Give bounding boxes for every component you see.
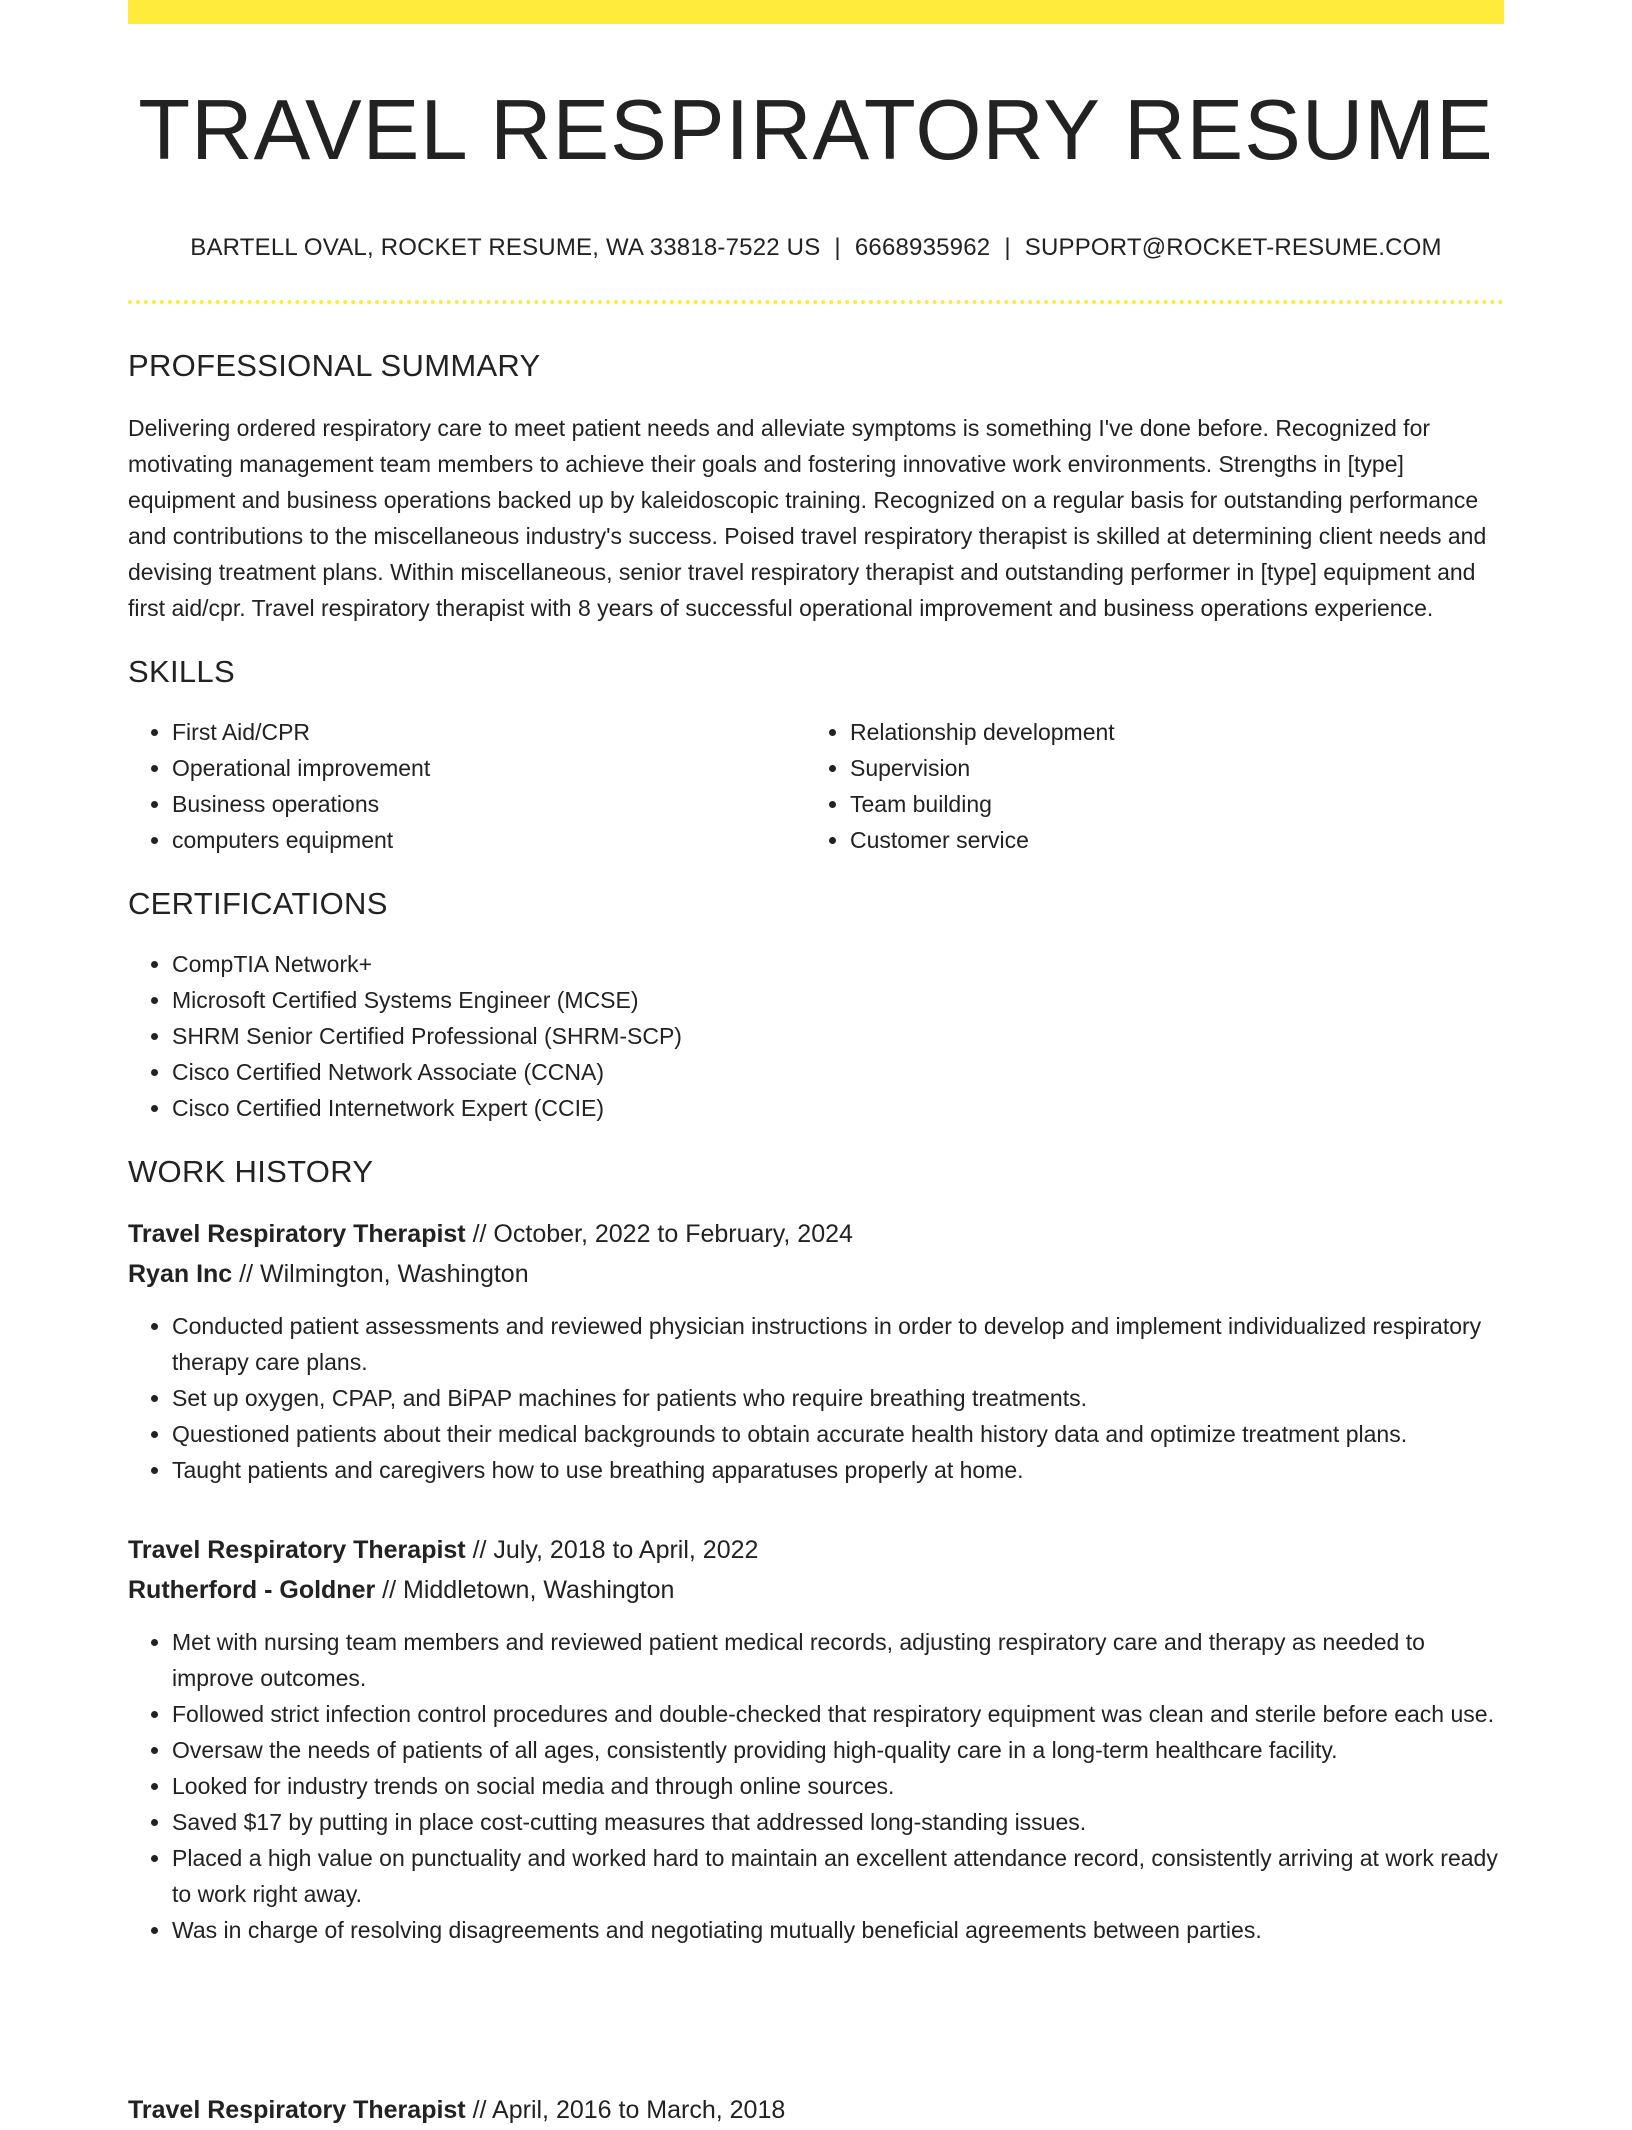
job-company-line — [128, 1570, 1504, 1610]
job-location: // Middletown, Washington — [375, 1575, 675, 1604]
job-dates: // July, 2018 to April, 2022 — [465, 1535, 759, 1564]
resume-page — [128, 0, 1504, 2124]
section-heading-work-history: WORK HISTORY — [128, 1153, 374, 1189]
job-bullet: • Oversaw the needs of patients of all ages, consistently providing high-quality care in a long-term healthcare facility. — [172, 1732, 1504, 1768]
skill-item: • First Aid/CPR — [172, 714, 806, 750]
certifications-list — [128, 946, 1504, 1126]
job-bullet: • Questioned patients about their medical backgrounds to obtain accurate health history data and optimize treatment plans. — [172, 1416, 1504, 1452]
certification-item: • Microsoft Certified Systems Engineer (MCSE) — [172, 982, 1504, 1018]
contact-phone[interactable]: 6668935962 — [854, 233, 991, 261]
certification-item: • Cisco Certified Network Associate (CCNA) — [172, 1054, 1504, 1090]
job-location: // Wilmington, Washington — [232, 1259, 529, 1288]
dotted-divider — [128, 300, 1504, 304]
section-heading-skills: SKILLS — [128, 653, 235, 689]
job-bullet: • Taught patients and caregivers how to use breathing apparatuses properly at home. — [172, 1452, 1504, 1488]
summary-section — [128, 348, 1504, 626]
job-bullet: • Was in charge of resolving disagreements and negotiating mutually beneficial agreements between parties. — [172, 1912, 1504, 1948]
job-company: Rutherford - Goldner — [128, 1575, 376, 1604]
job-title-line — [128, 1214, 1504, 1254]
certifications-section — [128, 886, 1504, 1126]
skills-section — [128, 654, 1504, 858]
summary-text: Delivering ordered respiratory care to meet patient needs and alleviate symptoms is something I've done before. Recognized for motivating management team members to achieve their goals and fostering innovative work environments. Strengths in [type] equipment and business operations backed up by kaleidoscopic training. Recognized on a regular basis for outstanding performance and contributions to the miscellaneous industry's success. Poised travel respiratory therapist is skilled at determining client needs and devising treatment plans. Within miscellaneous, senior travel respiratory therapist and outstanding performer in [type] equipment and first aid/cpr. Travel respiratory therapist with 8 years of successful operational improvement and business operations experience. — [128, 414, 1487, 621]
skill-item: • Team building — [850, 786, 1484, 822]
job-role: Travel Respiratory Therapist — [128, 2096, 466, 2124]
skills-list-right — [806, 714, 1484, 858]
job-company-line — [128, 1254, 1504, 1294]
job-bullet: • Placed a high value on punctuality and worked hard to maintain an excellent attendance record, consistently arriving at work ready to work right away. — [172, 1840, 1504, 1912]
job-bullet: • Looked for industry trends on social media and through online sources. — [172, 1768, 1504, 1804]
job-entry — [128, 1530, 1504, 1948]
certification-item: • SHRM Senior Certified Professional (SHRM-SCP) — [172, 1018, 1504, 1054]
top-accent-bar — [128, 0, 1504, 24]
job-dates: // April, 2016 to March, 2018 — [465, 2096, 786, 2124]
skills-list-left — [128, 714, 806, 858]
section-heading-certifications: CERTIFICATIONS — [128, 885, 388, 921]
job-dates: // October, 2022 to February, 2024 — [465, 1219, 853, 1248]
job-company: Ryan Inc — [128, 1259, 233, 1288]
job-bullet: • Set up oxygen, CPAP, and BiPAP machines for patients who require breathing treatments. — [172, 1380, 1504, 1416]
job-title-line — [128, 1530, 1504, 1570]
job-bullet: • Saved $17 by putting in place cost-cutting measures that addressed long-standing issues. — [172, 1804, 1504, 1840]
certification-item: • CompTIA Network+ — [172, 946, 1504, 982]
skill-item: • Customer service — [850, 822, 1484, 858]
contact-separator: | — [834, 233, 841, 261]
skill-item: • Operational improvement — [172, 750, 806, 786]
job-bullets — [128, 1308, 1504, 1488]
job-role: Travel Respiratory Therapist — [128, 1535, 466, 1564]
skills-grid — [128, 690, 1504, 858]
section-heading-summary: PROFESSIONAL SUMMARY — [128, 347, 541, 383]
skill-item: • Supervision — [850, 750, 1484, 786]
work-history-section — [128, 1154, 1504, 1948]
job-title-line-partial — [128, 2090, 785, 2130]
certification-item: • Cisco Certified Internetwork Expert (CCIE) — [172, 1090, 1504, 1126]
skill-item: • computers equipment — [172, 822, 806, 858]
contact-line — [128, 234, 1504, 262]
job-bullet: • Followed strict infection control procedures and double-checked that respiratory equipment was clean and sterile before each use. — [172, 1696, 1504, 1732]
job-bullets — [128, 1624, 1504, 1948]
job-bullet: • Conducted patient assessments and reviewed physician instructions in order to develop and implement individualized respiratory therapy care plans. — [172, 1308, 1504, 1380]
skill-item: • Business operations — [172, 786, 806, 822]
contact-separator: | — [1004, 233, 1011, 261]
skill-item: • Relationship development — [850, 714, 1484, 750]
resume-title: TRAVEL RESPIRATORY RESUME — [138, 83, 1494, 178]
contact-address: BARTELL OVAL, ROCKET RESUME, WA 33818-7522 US — [190, 233, 821, 261]
contact-email[interactable]: SUPPORT@ROCKET-RESUME.COM — [1024, 233, 1442, 261]
job-role: Travel Respiratory Therapist — [128, 1219, 466, 1248]
job-bullet: • Met with nursing team members and reviewed patient medical records, adjusting respiratory care and therapy as needed to improve outcomes. — [172, 1624, 1504, 1696]
job-entry — [128, 1214, 1504, 1488]
